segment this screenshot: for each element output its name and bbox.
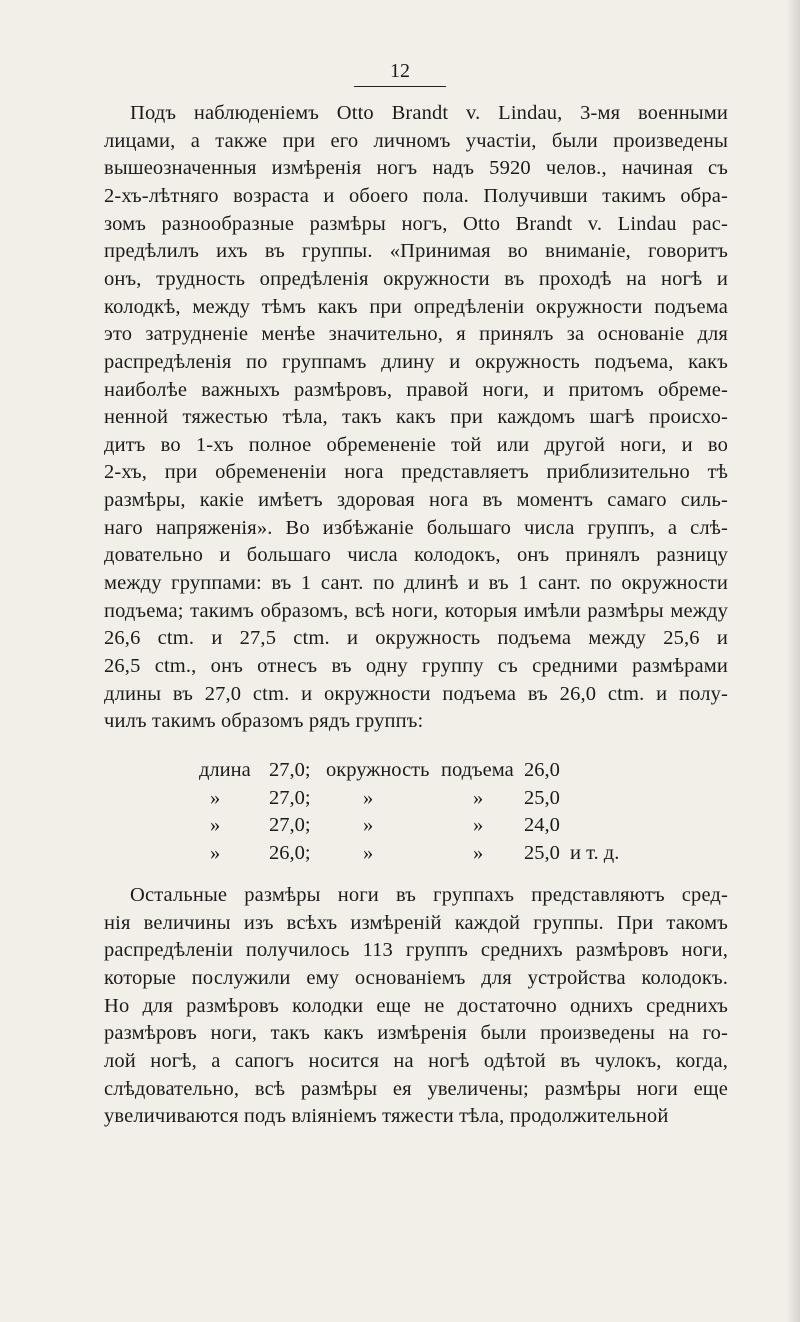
text-line: нія величины изъ всѣхъ измѣреній каждой группы. При такомъ: [104, 911, 728, 934]
table-cell: 27,0;: [269, 786, 311, 809]
text-line: 2-хъ-лѣтняго возраста и обоего пола. Получивши такимъ обра-: [104, 184, 728, 207]
text-line: Но для размѣровъ колодки еще не достаточно однихъ среднихъ: [104, 994, 728, 1017]
text-line: подъема; такимъ образомъ, всѣ ноги, которыя имѣли размѣры между: [104, 599, 728, 622]
table-cell: »: [210, 841, 221, 864]
text-line: длины въ 27,0 ctm. и окружности подъема въ 26,0 ctm. и полу-: [104, 682, 728, 705]
table-cell: 24,0: [524, 814, 560, 836]
table-cell: длина: [199, 759, 251, 781]
table-cell: 27,0;: [269, 814, 311, 836]
text-line: зомъ разнообразные размѣры ногъ, Otto Brandt v. Lindau рас-: [104, 212, 728, 235]
table-row: [0, 758, 800, 782]
text-line: 26,6 ctm. и 27,5 ctm. и окружность подъема между 25,6 и: [104, 627, 728, 650]
text-line: увеличиваются подъ вліяніемъ тяжести тѣла, продолжительной: [104, 1105, 669, 1128]
text-line: наго напряженія». Во избѣжаніе большаго числа группъ, а слѣ-: [104, 516, 728, 539]
text-line: размѣровъ ноги, такъ какъ измѣренія были произведены на го-: [104, 1022, 728, 1045]
text-line: распредѣленія по группамъ длину и окружность подъема, какъ: [104, 350, 728, 373]
text-line: 26,5 ctm., онъ отнесъ въ одну группу съ средними размѣрами: [104, 655, 728, 677]
table-cell: окружность: [326, 759, 430, 781]
page-header: [0, 60, 800, 90]
text-line: наиболѣе важныхъ размѣровъ, правой ноги, и притомъ обреме-: [104, 378, 728, 401]
table-cell: и т. д.: [570, 841, 620, 864]
text-line: это затрудненіе менѣе значительно, я принялъ за основаніе для: [104, 323, 728, 346]
text-line: предѣлилъ ихъ въ группы. «Принимая во вниманіе, говоритъ: [104, 240, 728, 263]
table-cell: 26,0;: [269, 841, 311, 864]
table-cell: »: [473, 841, 484, 864]
table-cell: подъема: [441, 759, 514, 781]
text-line: онъ, трудность опредѣленія окружности въ проходѣ на ногѣ и: [104, 267, 728, 290]
text-line: между группами: въ 1 сант. по длинѣ и въ 1 сант. по окружности: [104, 572, 728, 595]
text-line: довательно и большаго числа колодокъ, онъ принялъ разницу: [104, 544, 728, 567]
text-line: лой ногѣ, а сапогъ носится на ногѣ одѣтой въ чулокъ, когда,: [104, 1049, 728, 1072]
text-line: лицами, а также при его личномъ участіи, были произведены: [104, 129, 728, 152]
text-line: колодкѣ, между тѣмъ какъ при опредѣленіи окружности подъема: [104, 295, 728, 318]
text-line: распредѣленіи получилось 113 группъ среднихъ размѣровъ ноги,: [104, 939, 728, 962]
text-line: которые послужили ему основаніемъ для устройства колодокъ.: [104, 966, 728, 989]
table-cell: »: [210, 814, 221, 836]
text-line: вышеозначенныя измѣренія ногъ надъ 5920 челов., начиная съ: [104, 157, 728, 180]
table-cell: »: [473, 786, 484, 809]
table-cell: 26,0: [524, 759, 560, 781]
text-line: чилъ такимъ образомъ рядъ группъ:: [104, 710, 424, 733]
table-cell: 25,0: [524, 841, 560, 864]
text-line: 2-хъ, при обремененіи нога представляетъ приблизительно тѣ: [104, 461, 728, 484]
table-cell: »: [363, 814, 374, 836]
text-line: дитъ во 1-хъ полное обремененіе той или другой ноги, и во: [104, 433, 728, 456]
table-cell: »: [473, 814, 484, 836]
page-edge-shadow: [786, 0, 800, 1322]
table-cell: 27,0;: [269, 759, 311, 781]
table-row: [0, 813, 800, 837]
text-line: слѣдовательно, всѣ размѣры ея увеличены; размѣры ноги еще: [104, 1077, 728, 1100]
table-row: [0, 786, 800, 810]
table-cell: »: [363, 841, 374, 864]
table-row: [0, 841, 800, 865]
page-number: 12: [354, 60, 446, 87]
table-cell: »: [363, 786, 374, 809]
text-line: ненной тяжестью тѣла, такъ какъ при каждомъ шагѣ происхо-: [104, 406, 728, 429]
table-cell: »: [210, 786, 221, 809]
table-cell: 25,0: [524, 786, 560, 809]
text-line: размѣры, какіе имѣетъ здоровая нога въ моментъ самаго силь-: [104, 489, 728, 512]
text-line: Подъ наблюденіемъ Otto Brandt v. Lindau, 3-мя военными: [130, 102, 728, 124]
text-line: Остальные размѣры ноги въ группахъ представляютъ сред-: [130, 884, 728, 906]
